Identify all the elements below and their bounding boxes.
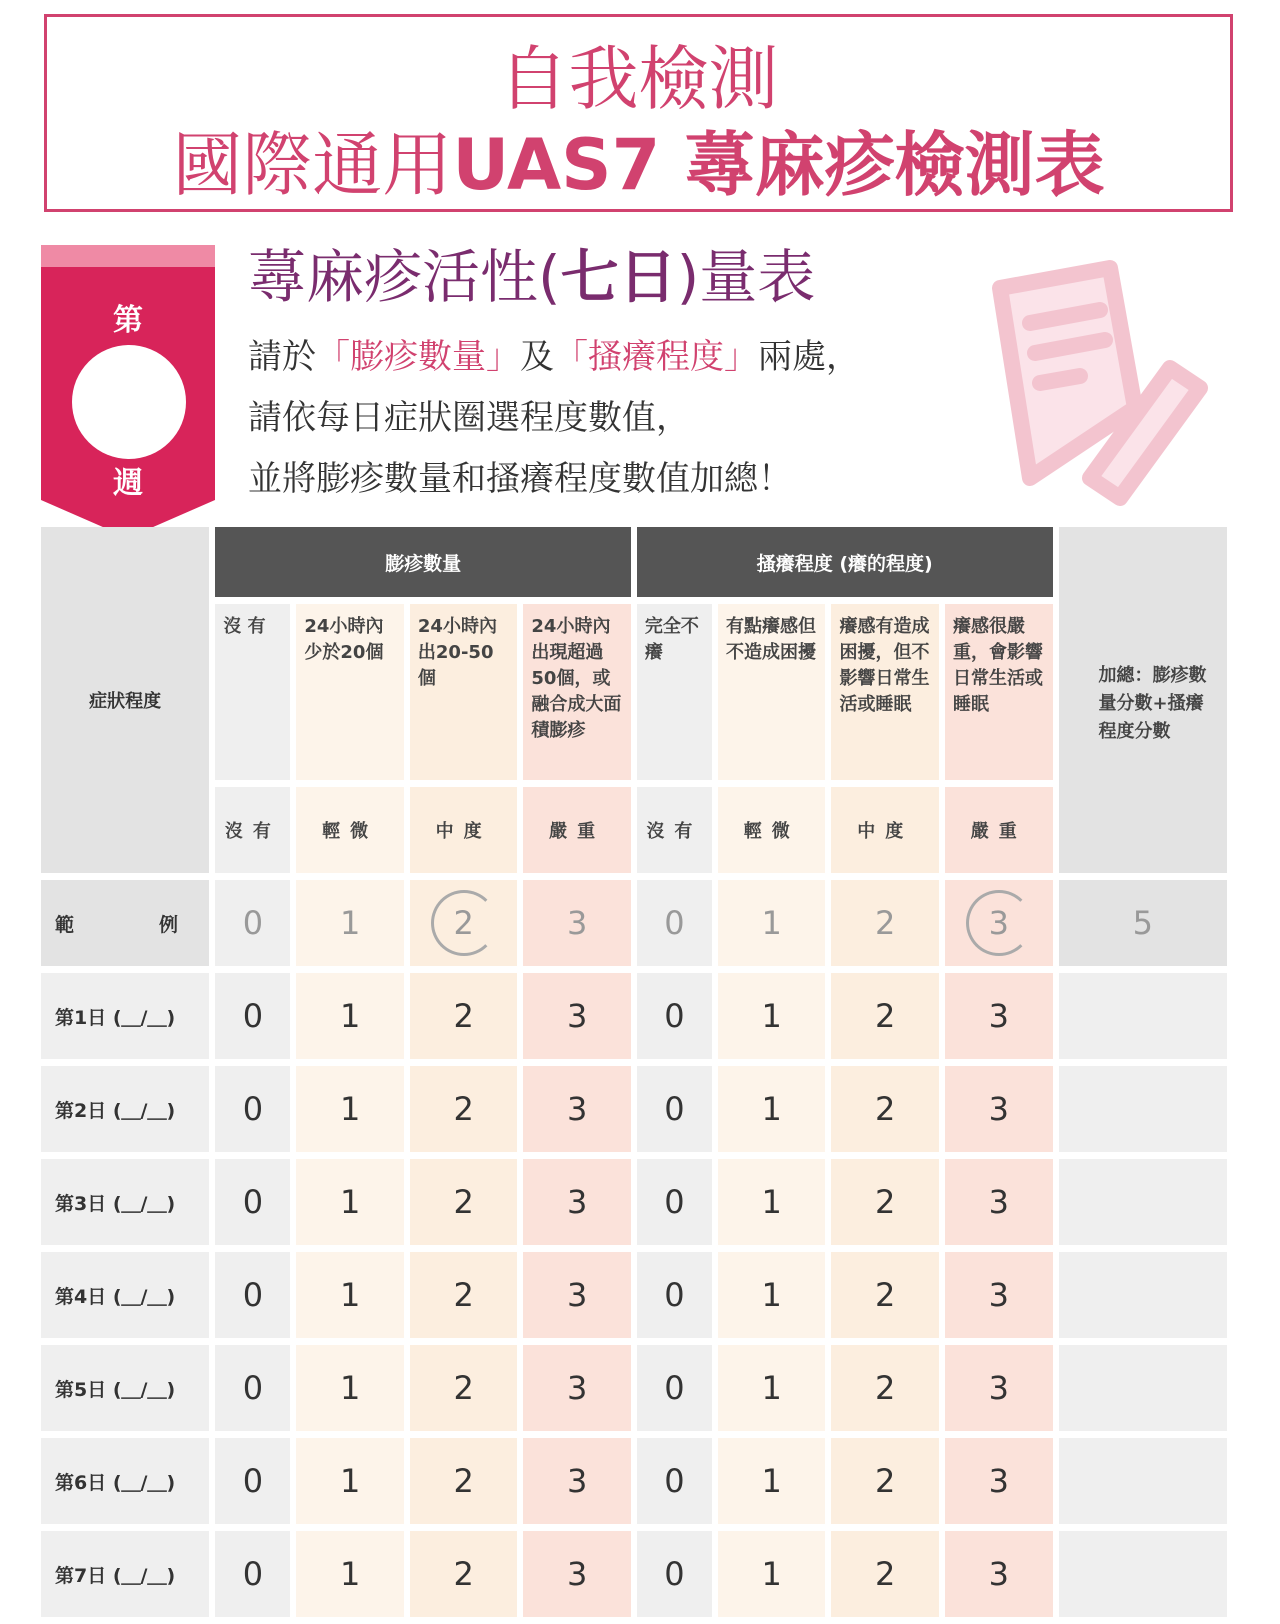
score-option[interactable]: 2 xyxy=(410,1159,518,1245)
score-option[interactable]: 2 xyxy=(410,1345,518,1431)
severity-label: 輕微 xyxy=(718,787,826,873)
score-option[interactable]: 0 xyxy=(215,1531,290,1617)
score-option[interactable]: 2 xyxy=(410,1252,518,1338)
day-row xyxy=(41,1438,1227,1524)
score-option[interactable]: 0 xyxy=(637,1159,712,1245)
wheal-desc: 沒 有 xyxy=(215,604,290,780)
example-score: 1 xyxy=(296,880,404,966)
severity-label: 沒有 xyxy=(215,787,290,873)
score-option[interactable]: 1 xyxy=(296,1159,404,1245)
score-option[interactable]: 2 xyxy=(831,1159,939,1245)
circle-mark xyxy=(966,890,1032,956)
instruction-line-1: 請於「膨疹數量」及「搔癢程度」兩處， xyxy=(248,337,860,377)
score-option[interactable]: 3 xyxy=(945,1345,1053,1431)
day-row xyxy=(41,1066,1227,1152)
wheal-desc: 24小時內出現超過50個，或融合成大面積膨疹 xyxy=(523,604,631,780)
score-option[interactable]: 3 xyxy=(945,1252,1053,1338)
score-option[interactable]: 3 xyxy=(945,1159,1053,1245)
score-option[interactable]: 0 xyxy=(637,973,712,1059)
score-option[interactable]: 2 xyxy=(410,973,518,1059)
day-total-field[interactable] xyxy=(1059,1066,1227,1152)
score-option[interactable]: 0 xyxy=(215,1252,290,1338)
example-score: 0 xyxy=(637,880,712,966)
circle-mark xyxy=(431,890,497,956)
day-row xyxy=(41,1531,1227,1617)
day-total-field[interactable] xyxy=(1059,973,1227,1059)
score-option[interactable]: 2 xyxy=(831,1252,939,1338)
itch-desc: 癢感很嚴重，會影響日常生活或睡眠 xyxy=(945,604,1053,780)
day-row xyxy=(41,1159,1227,1245)
score-option[interactable]: 1 xyxy=(718,1159,826,1245)
day-label: 第5日 (＿/＿) xyxy=(41,1345,209,1431)
score-option[interactable]: 3 xyxy=(523,1531,631,1617)
day-label: 第7日 (＿/＿) xyxy=(41,1531,209,1617)
score-option[interactable]: 0 xyxy=(215,1438,290,1524)
score-option[interactable]: 1 xyxy=(296,1531,404,1617)
total-column xyxy=(1059,527,1227,873)
uas7-table xyxy=(35,520,1233,1624)
score-option[interactable]: 1 xyxy=(718,1345,826,1431)
example-row xyxy=(41,880,1227,966)
score-option[interactable]: 2 xyxy=(410,1531,518,1617)
day-label: 第2日 (＿/＿) xyxy=(41,1066,209,1152)
instruction-line-2: 請依每日症狀圈選程度數值， xyxy=(248,398,690,438)
day-total-field[interactable] xyxy=(1059,1438,1227,1524)
example-score: 2 xyxy=(410,880,518,966)
example-label: 範 例 xyxy=(41,880,209,966)
day-label: 第1日 (＿/＿) xyxy=(41,973,209,1059)
day-label: 第3日 (＿/＿) xyxy=(41,1159,209,1245)
scale-title: 蕁麻疹活性(七日)量表 xyxy=(248,243,816,311)
score-option[interactable]: 3 xyxy=(523,1066,631,1152)
score-option[interactable]: 1 xyxy=(718,973,826,1059)
week-badge-top xyxy=(41,245,215,267)
score-option[interactable]: 0 xyxy=(637,1066,712,1152)
score-option[interactable]: 1 xyxy=(718,1531,826,1617)
score-option[interactable]: 3 xyxy=(945,973,1053,1059)
instruction-line-3: 並將膨疹數量和搔癢程度數值加總！ xyxy=(248,459,792,499)
week-number-field[interactable] xyxy=(72,345,186,459)
day-total-field[interactable] xyxy=(1059,1159,1227,1245)
score-option[interactable]: 1 xyxy=(296,1345,404,1431)
week-prefix: 第 xyxy=(113,303,143,338)
title-box xyxy=(44,14,1233,212)
week-suffix: 週 xyxy=(113,466,143,501)
severity-label: 嚴重 xyxy=(523,787,631,873)
score-option[interactable]: 2 xyxy=(831,1345,939,1431)
score-option[interactable]: 3 xyxy=(945,1066,1053,1152)
score-option[interactable]: 0 xyxy=(215,1066,290,1152)
score-option[interactable]: 1 xyxy=(718,1438,826,1524)
itch-desc: 癢感有造成困擾，但不影響日常生活或睡眠 xyxy=(831,604,939,780)
score-option[interactable]: 0 xyxy=(215,973,290,1059)
score-option[interactable]: 1 xyxy=(718,1066,826,1152)
example-score: 3 xyxy=(523,880,631,966)
page-subtitle: 國際通用UAS7 蕁麻疹檢測表 xyxy=(172,124,1105,206)
wheal-group-header: 膨疹數量 xyxy=(215,527,631,597)
score-option[interactable]: 1 xyxy=(296,1066,404,1152)
itch-group-header: 搔癢程度 (癢的程度) xyxy=(637,527,1053,597)
example-score: 1 xyxy=(718,880,826,966)
severity-label: 輕微 xyxy=(296,787,404,873)
day-row xyxy=(41,1252,1227,1338)
score-option[interactable]: 1 xyxy=(718,1252,826,1338)
severity-label: 沒有 xyxy=(637,787,712,873)
score-option[interactable]: 3 xyxy=(523,1159,631,1245)
score-option[interactable]: 2 xyxy=(831,1531,939,1617)
day-total-field[interactable] xyxy=(1059,1531,1227,1617)
day-total-field[interactable] xyxy=(1059,1345,1227,1431)
itch-desc: 有點癢感但不造成困擾 xyxy=(718,604,826,780)
score-option[interactable]: 0 xyxy=(637,1252,712,1338)
score-option[interactable]: 1 xyxy=(296,1438,404,1524)
severity-label: 嚴重 xyxy=(945,787,1053,873)
symptom-header: 症狀程度 xyxy=(41,527,209,873)
score-option[interactable]: 3 xyxy=(523,1345,631,1431)
score-option[interactable]: 0 xyxy=(215,1159,290,1245)
example-total: 5 xyxy=(1059,880,1227,966)
score-option[interactable]: 3 xyxy=(523,1252,631,1338)
example-score: 2 xyxy=(831,880,939,966)
day-label: 第4日 (＿/＿) xyxy=(41,1252,209,1338)
total-header: 加總：膨疹數量分數+搔癢程度分數 xyxy=(1098,665,1207,742)
day-row xyxy=(41,973,1227,1059)
wheal-desc: 24小時內少於20個 xyxy=(296,604,404,780)
example-score: 3 xyxy=(945,880,1053,966)
score-option[interactable]: 2 xyxy=(831,1438,939,1524)
itch-desc: 完全不癢 xyxy=(637,604,712,780)
score-option[interactable]: 3 xyxy=(523,973,631,1059)
page-title: 自我檢測 xyxy=(498,38,779,120)
severity-label: 中度 xyxy=(410,787,518,873)
score-option[interactable]: 2 xyxy=(831,973,939,1059)
day-total-field[interactable] xyxy=(1059,1252,1227,1338)
score-option[interactable]: 2 xyxy=(410,1438,518,1524)
score-option[interactable]: 2 xyxy=(831,1066,939,1152)
document-pencil-icon xyxy=(960,248,1220,508)
day-row xyxy=(41,1345,1227,1431)
score-option[interactable]: 0 xyxy=(637,1438,712,1524)
score-option[interactable]: 3 xyxy=(945,1531,1053,1617)
score-option[interactable]: 0 xyxy=(637,1345,712,1431)
severity-label: 中度 xyxy=(831,787,939,873)
score-option[interactable]: 0 xyxy=(637,1531,712,1617)
wheal-desc: 24小時內出20-50個 xyxy=(410,604,518,780)
score-option[interactable]: 0 xyxy=(215,1345,290,1431)
score-option[interactable]: 1 xyxy=(296,973,404,1059)
score-option[interactable]: 1 xyxy=(296,1252,404,1338)
day-label: 第6日 (＿/＿) xyxy=(41,1438,209,1524)
score-option[interactable]: 3 xyxy=(945,1438,1053,1524)
example-score: 0 xyxy=(215,880,290,966)
score-option[interactable]: 3 xyxy=(523,1438,631,1524)
score-option[interactable]: 2 xyxy=(410,1066,518,1152)
